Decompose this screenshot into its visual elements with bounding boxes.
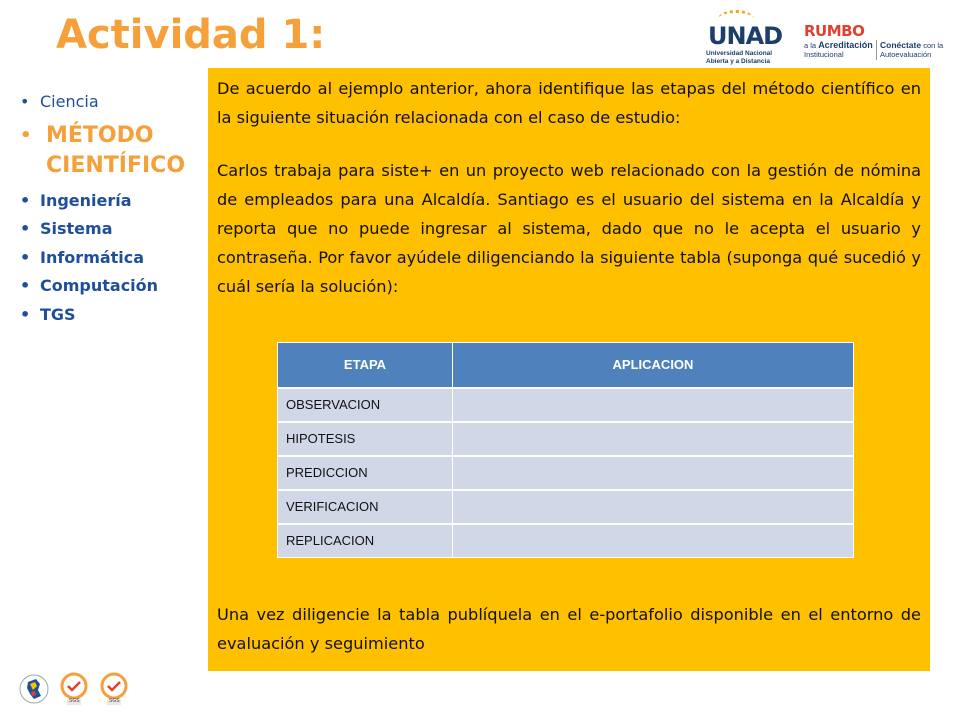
table-row: [278, 524, 854, 558]
etapa-cell: REPLICACION: [278, 524, 453, 558]
unad-wordmark: [708, 22, 782, 50]
bullet-icon: •: [20, 124, 32, 146]
column-header-aplicacion: APLICACION: [453, 343, 854, 388]
topic-item-tgs: [20, 301, 210, 330]
header-logos: [700, 8, 955, 70]
aplicacion-cell[interactable]: [453, 456, 854, 490]
rumbo-wordmark: RUMBO: [804, 22, 865, 40]
topic-item-sistema: [20, 215, 210, 244]
table-row: [278, 456, 854, 490]
table-header-row: [278, 343, 854, 388]
bullet-icon: •: [20, 219, 31, 238]
rumbo-logo: [804, 22, 956, 62]
topic-item-label: Ciencia: [40, 92, 99, 111]
sgs-label: SGS: [69, 698, 80, 704]
colombia-map-icon: [18, 672, 50, 706]
intro-paragraph: De acuerdo al ejemplo anterior, ahora identifique las etapas del método científico en la siguiente situación relacionada con el caso de estudio:: [217, 79, 921, 127]
rumbo-acr-line1: a la: [804, 41, 817, 50]
etapa-cell: HIPOTESIS: [278, 422, 453, 456]
bullet-icon: •: [20, 247, 31, 267]
column-header-etapa: ETAPA: [278, 343, 453, 388]
rumbo-acreditacion: [804, 41, 874, 59]
aplicacion-cell[interactable]: [453, 388, 854, 422]
sgs-cert-icon: [98, 672, 130, 706]
bullet-icon: •: [20, 92, 30, 111]
sgs-label: SGS: [109, 698, 120, 704]
aplicacion-cell[interactable]: [453, 490, 854, 524]
bullet-icon: •: [20, 304, 31, 324]
topic-item-computacion: [20, 272, 210, 301]
unad-logo: [702, 8, 786, 70]
closing-paragraph: Una vez diligencie la tabla publíquela en el e-portafolio disponible en el entorno de evaluación y seguimiento: [217, 605, 921, 653]
rumbo-divider: [876, 40, 877, 60]
rumbo-con-line1: Conéctate: [880, 40, 922, 50]
rumbo-acr-line3: Institucional: [804, 50, 844, 59]
unad-wordmark-text: UNAD: [708, 22, 783, 50]
unad-subtitle-line2: Abierta y a Distancia: [706, 58, 770, 65]
bullet-icon: •: [20, 190, 31, 210]
topic-item-label: Computación: [40, 276, 159, 295]
unad-subtitle-line1: Universidad Nacional: [706, 50, 773, 57]
etapa-cell: PREDICCION: [278, 456, 453, 490]
activity-panel: [208, 68, 930, 671]
aplicacion-cell[interactable]: [453, 524, 854, 558]
topic-item-label: MÉTODO CIENTÍFICO: [46, 122, 186, 178]
etapa-cell: OBSERVACION: [278, 388, 453, 422]
topic-list: [20, 88, 210, 329]
etapa-cell: VERIFICACION: [278, 490, 453, 524]
sgs-cert-icon: [58, 672, 90, 706]
bullet-icon: •: [20, 276, 31, 295]
rumbo-conectate: [880, 41, 960, 59]
topic-item-label: Informática: [40, 247, 145, 267]
topic-item-ciencia: [20, 88, 210, 117]
unad-subtitle: [706, 50, 792, 66]
rumbo-con-line3: Autoevaluación: [880, 50, 932, 59]
table-row: [278, 388, 854, 422]
page-title: Actividad 1:: [56, 12, 326, 58]
table-row: [278, 422, 854, 456]
topic-item-label: Sistema: [40, 219, 113, 238]
topic-item-label: Ingeniería: [40, 190, 132, 210]
topic-item-ingenieria: [20, 187, 210, 216]
aplicacion-cell[interactable]: [453, 422, 854, 456]
table-row: [278, 490, 854, 524]
topic-item-informatica: [20, 244, 210, 273]
footer-logos: [14, 672, 134, 712]
rumbo-acr-line2: Acreditación: [818, 40, 873, 50]
topic-item-metodo-cientifico: [20, 121, 210, 181]
stage-table: [277, 342, 854, 558]
topic-item-label: TGS: [40, 304, 76, 324]
rumbo-con-line2: con la: [923, 41, 944, 50]
case-paragraph: Carlos trabaja para siste+ en un proyecto web relacionado con la gestión de nómina de empleados para una Alcaldía. Santiago es el usuario del sistema en la Alcaldía y reporta que no puede ingresar al sistema, dado que no le acepta el usuario y contraseña. Por favor ayúdele diligenciando la siguiente tabla (suponga qué sucedió y cuál sería la solución):: [217, 161, 921, 296]
